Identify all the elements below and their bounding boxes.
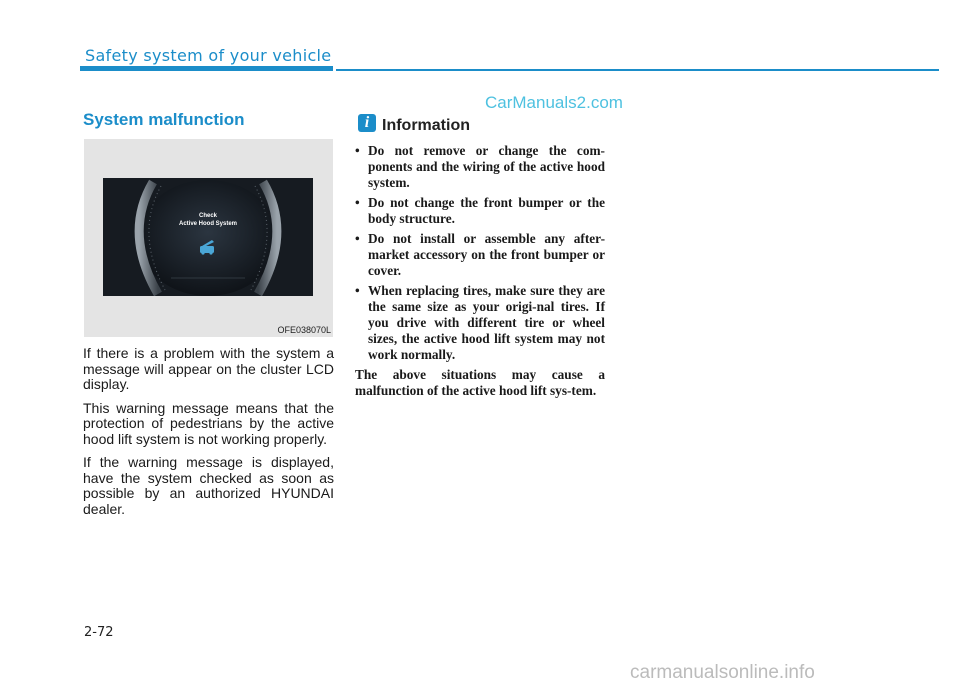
- left-body: [83, 346, 334, 525]
- bullet-mark: •: [355, 143, 360, 158]
- bullet-mark: •: [355, 231, 360, 246]
- figure-code: OFE038070L: [277, 325, 331, 335]
- bullet-text: Do not remove or change the com-ponents and the wiring of the active hood system.: [368, 143, 605, 190]
- info-bullet: [355, 195, 605, 227]
- info-body: [355, 143, 605, 399]
- info-title: Information: [382, 117, 470, 134]
- section-heading: System malfunction: [83, 110, 245, 129]
- info-icon: i: [358, 114, 376, 132]
- info-closing: The above situations may cause a malfunction of the active hood lift sys-tem.: [355, 367, 605, 398]
- info-bullet-list: [355, 143, 605, 363]
- info-bullet: [355, 231, 605, 279]
- paragraph: This warning message means that the protection of pedestrians by the active hood lift system is not working properly.: [83, 399, 334, 447]
- bullet-text: When replacing tires, make sure they are the same size as your origi-nal tires. If you drive with different tire or wheel sizes, the active hood lift system may not work normally.: [368, 283, 605, 362]
- cluster-figure: [84, 139, 333, 337]
- paragraph: If there is a problem with the system a message will appear on the cluster LCD display.: [83, 345, 334, 392]
- section-title: Safety system of your vehicle: [85, 46, 332, 65]
- page-number: 2-72: [84, 625, 114, 640]
- bullet-text: Do not change the front bumper or the body structure.: [368, 195, 605, 226]
- watermark-bottom: carmanualsonline.info: [630, 662, 815, 683]
- lcd-message-line2: Active Hood System: [178, 221, 238, 227]
- bullet-text: Do not install or assemble any after-market accessory on the front bumper or cover.: [368, 231, 605, 278]
- watermark-top: CarManuals2.com: [485, 93, 623, 112]
- header-rule-thin: [336, 69, 939, 71]
- lcd-message-line1: Check: [198, 213, 217, 219]
- info-bullet: [355, 143, 605, 191]
- bullet-mark: •: [355, 283, 360, 298]
- cluster-lcd-screen: [103, 178, 313, 296]
- info-bullet: [355, 283, 605, 363]
- header-rule-thick: [80, 66, 333, 71]
- paragraph: If the warning message is displayed, have the system checked as soon as possible by an authorized HYUNDAI dealer.: [83, 454, 334, 517]
- cluster-gauge-graphic: [103, 178, 313, 296]
- bullet-mark: •: [355, 195, 360, 210]
